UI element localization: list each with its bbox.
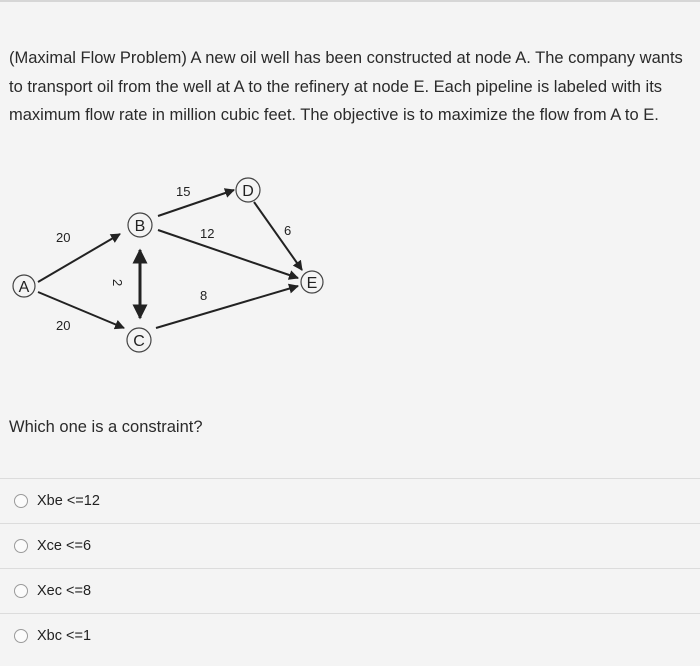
edge-bc-label: 2 bbox=[110, 279, 125, 287]
radio-button[interactable] bbox=[14, 584, 28, 598]
node-b bbox=[128, 213, 152, 237]
edge-ce-label: 8 bbox=[200, 288, 208, 303]
edge-bd bbox=[158, 190, 234, 216]
option-xbc[interactable] bbox=[0, 614, 700, 658]
node-b-label: B bbox=[134, 218, 146, 235]
edge-de-label: 6 bbox=[284, 223, 292, 238]
option-label: Xbe <=12 bbox=[37, 493, 100, 509]
option-xec[interactable] bbox=[0, 569, 700, 613]
option-xbe[interactable] bbox=[0, 479, 700, 523]
option-label: Xec <=8 bbox=[37, 583, 92, 599]
edge-de bbox=[254, 202, 302, 270]
edge-be-label: 12 bbox=[200, 226, 215, 241]
question-text: (Maximal Flow Problem) A new oil well has been constructed at node A. The company wants to transport oil from the well at A to the refinery at node E. Each pipeline is labeled with its maximum flow rate in million cubic feet. The objective is to maximize the flow from A to E. bbox=[9, 49, 683, 124]
node-e bbox=[301, 271, 323, 293]
node-c bbox=[127, 328, 151, 352]
edge-ce bbox=[156, 286, 298, 328]
node-d-label: D bbox=[242, 183, 254, 200]
node-c-label: C bbox=[133, 333, 145, 350]
edge-ab bbox=[38, 234, 120, 282]
node-e-label: E bbox=[306, 275, 318, 292]
node-a-label: A bbox=[18, 279, 30, 296]
edge-ac-label: 20 bbox=[56, 318, 71, 333]
radio-button[interactable] bbox=[14, 629, 28, 643]
edge-be bbox=[158, 230, 298, 278]
option-xce[interactable] bbox=[0, 524, 700, 568]
radio-button[interactable] bbox=[14, 539, 28, 553]
edge-ab-label: 20 bbox=[56, 230, 71, 245]
node-d bbox=[236, 178, 260, 202]
option-label: Xce <=6 bbox=[37, 538, 92, 554]
edge-ac bbox=[38, 292, 124, 328]
prompt-text: Which one is a constraint? bbox=[9, 418, 203, 436]
radio-button[interactable] bbox=[14, 494, 28, 508]
option-label: Xbc <=1 bbox=[37, 628, 92, 644]
node-a bbox=[13, 275, 35, 297]
top-divider bbox=[0, 0, 700, 2]
edge-bd-label: 15 bbox=[176, 184, 191, 199]
network-diagram bbox=[0, 170, 340, 360]
answer-options bbox=[0, 478, 700, 658]
